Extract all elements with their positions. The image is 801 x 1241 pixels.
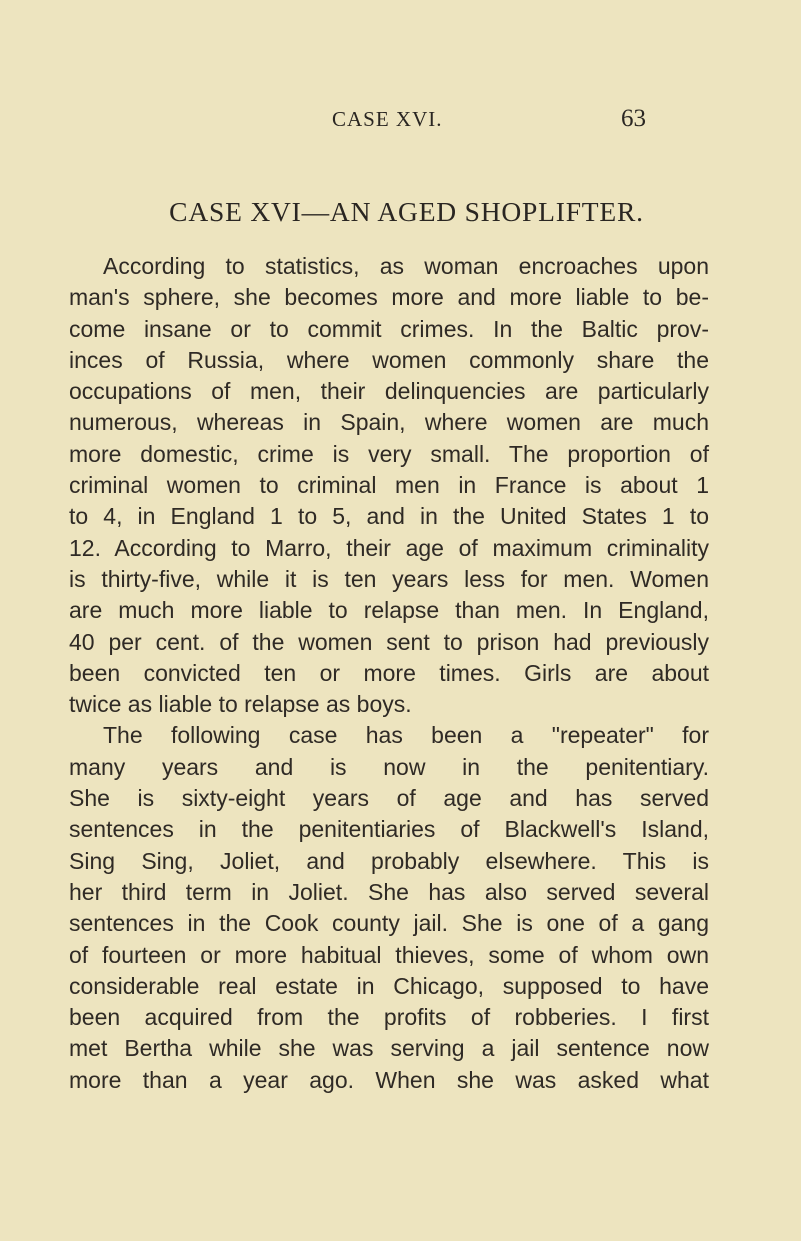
text-line: She is sixty-eight years of age and has served [69, 785, 709, 812]
text-line: criminal women to criminal men in France is about 1 [69, 472, 709, 499]
chapter-title: CASE XVI—AN AGED SHOPLIFTER. [169, 196, 644, 227]
text-line: of fourteen or more habitual thieves, some of whom own [69, 941, 709, 968]
text-line: more than a year ago. When she was asked what [69, 1066, 709, 1093]
running-header [0, 104, 801, 134]
text-line: Sing Sing, Joliet, and probably elsewhere. This is [69, 847, 709, 874]
running-title: CASE XVI. [332, 107, 443, 131]
text-line: According to statistics, as woman encroaches upon [103, 253, 709, 279]
page-number: 63 [621, 105, 646, 132]
text-line: many years and is now in the penitentiary. [69, 753, 709, 780]
text-line: come insane or to commit crimes. In the Baltic prov- [69, 315, 709, 342]
text-line: been convicted ten or more times. Girls are about [69, 659, 709, 686]
text-line: considerable real estate in Chicago, supposed to have [69, 972, 709, 999]
text-line: are much more liable to relapse than men. In England, [69, 597, 709, 624]
text-line: man's sphere, she becomes more and more liable to be- [69, 284, 709, 311]
text-line: met Bertha while she was serving a jail sentence now [69, 1035, 709, 1062]
body-text [69, 251, 709, 1096]
text-line: sentences in the Cook county jail. She is one of a gang [69, 910, 709, 937]
text-line: inces of Russia, where women commonly share the [69, 346, 709, 373]
text-line: 40 per cent. of the women sent to prison had previously [69, 628, 709, 655]
text-line: to 4, in England 1 to 5, and in the United States 1 to [69, 503, 709, 530]
text-line: been acquired from the profits of robberies. I first [69, 1004, 709, 1031]
text-line: sentences in the penitentiaries of Blackwell's Island, [69, 816, 709, 843]
text-line: more domestic, crime is very small. The proportion of [69, 440, 709, 467]
text-line: twice as liable to relapse as boys. [69, 691, 412, 718]
text-line: 12. According to Marro, their age of maximum criminality [69, 534, 709, 561]
text-line: occupations of men, their delinquencies are particularly [69, 378, 709, 405]
text-line: The following case has been a "repeater" for [103, 722, 709, 749]
text-line: her third term in Joliet. She has also served several [69, 878, 709, 905]
text-line: is thirty-five, while it is ten years less for men. Women [69, 565, 709, 592]
text-line: numerous, whereas in Spain, where women are much [69, 409, 709, 436]
